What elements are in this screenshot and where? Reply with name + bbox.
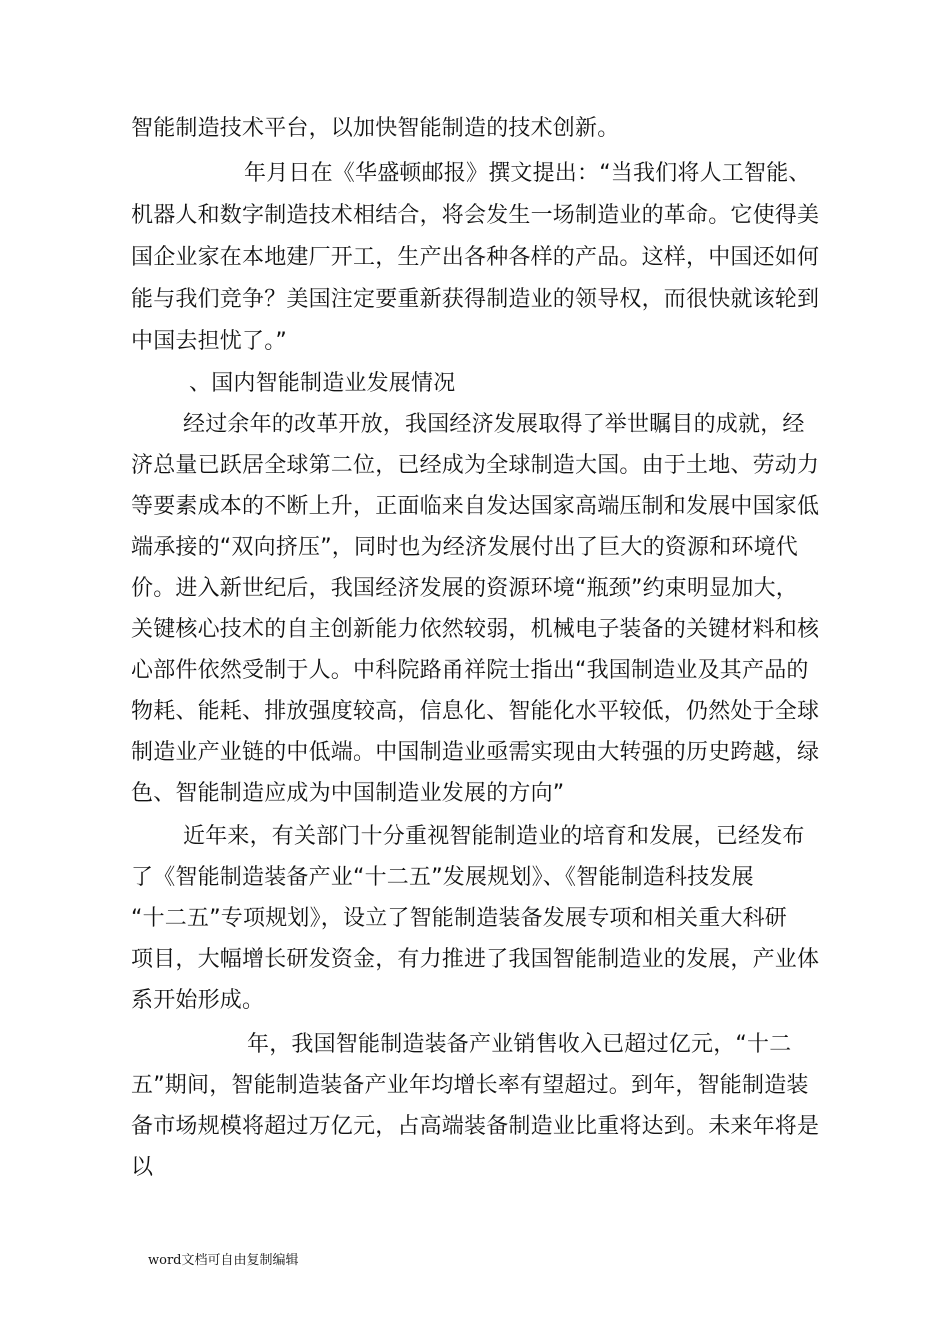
text-line-11: 端承接的“双向挤压”，同时也为经济发展付出了巨大的资源和环境代 xyxy=(131,535,798,560)
text-line-12: 价。进入新世纪后，我国经济发展的资源环境“瓶颈”约束明显加大， xyxy=(131,576,798,601)
text-line-18: 近年来，有关部门十分重视智能制造业的培育和发展，已经发布 xyxy=(183,824,805,849)
text-line-26: 以 xyxy=(131,1155,154,1180)
text-line-9: 济总量已跃居全球第二位，已经成为全球制造大国。由于土地、劳动力 xyxy=(131,453,820,478)
text-line-5: 能与我们竞争？美国注定要重新获得制造业的领导权，而很快就该轮到 xyxy=(131,287,820,312)
text-line-24: 五”期间，智能制造装备产业年均增长率有望超过。到年，智能制造装 xyxy=(131,1073,809,1098)
text-line-3: 机器人和数字制造技术相结合，将会发生一场制造业的革命。它使得美 xyxy=(131,203,820,228)
text-line-13: 关键核心技术的自主创新能力依然较弱，机械电子装备的关键材料和核 xyxy=(131,617,820,642)
page-footer: word文档可自由复制编辑 xyxy=(148,1253,299,1268)
text-line-14: 心部件依然受制于人。中科院路甬祥院士指出“我国制造业及其产品的 xyxy=(131,658,809,683)
text-line-2: 年月日在《华盛顿邮报》撰文提出：“当我们将人工智能、 xyxy=(244,161,811,186)
text-line-20: “十二五”专项规划》，设立了智能制造装备发展专项和相关重大科研 xyxy=(131,906,787,931)
text-line-19: 了《智能制造装备产业“十二五”发展规划》、《智能制造科技发展 xyxy=(131,865,754,890)
text-line-23: 年，我国智能制造装备产业销售收入已超过亿元，“十二 xyxy=(247,1032,792,1057)
text-line-21: 项目，大幅增长研发资金，有力推进了我国智能制造业的发展，产业体 xyxy=(131,947,820,972)
text-line-25: 备市场规模将超过万亿元，占高端装备制造业比重将达到。未来年将是 xyxy=(131,1114,820,1139)
text-line-6: 中国去担忧了。” xyxy=(131,329,287,354)
text-line-16: 制造业产业链的中低端。中国制造业亟需实现由大转强的历史跨越，绿 xyxy=(131,740,820,765)
text-line-1: 智能制造技术平台，以加快智能制造的技术创新。 xyxy=(131,116,620,141)
text-line-10: 等要素成本的不断上升，正面临来自发达国家高端压制和发展中国家低 xyxy=(131,494,820,519)
text-line-17: 色、智能制造应成为中国制造业发展的方向” xyxy=(131,781,565,806)
text-line-4: 国企业家在本地建厂开工，生产出各种各样的产品。这样，中国还如何 xyxy=(131,245,820,270)
section-heading: 、国内智能制造业发展情况 xyxy=(189,371,456,396)
text-line-22: 系开始形成。 xyxy=(131,988,265,1013)
text-line-8: 经过余年的改革开放，我国经济发展取得了举世瞩目的成就，经 xyxy=(183,412,805,437)
text-line-15: 物耗、能耗、排放强度较高，信息化、智能化水平较低，仍然处于全球 xyxy=(131,699,820,724)
